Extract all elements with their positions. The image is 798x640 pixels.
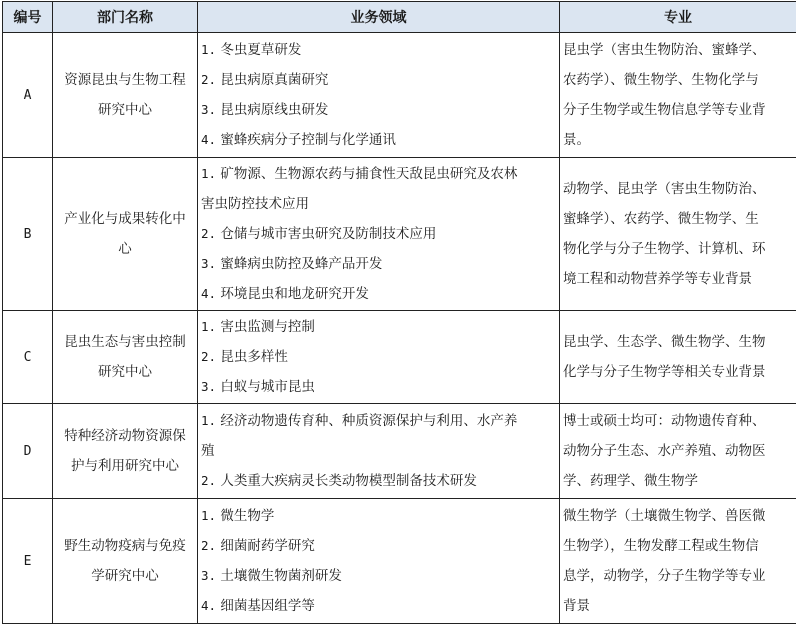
department-name-line: 学研究中心	[91, 568, 159, 584]
business-field-line	[201, 466, 556, 496]
item-text: 冬虫夏草研发	[220, 42, 302, 58]
major-cell	[560, 158, 797, 311]
major-line: 生物学），生物发酵工程或生物信	[563, 538, 759, 554]
business-field-item	[201, 342, 556, 372]
item-number: 3.	[201, 379, 217, 394]
table-row	[3, 33, 797, 158]
major-line: 昆虫学（害虫生物防治、蜜蜂学、	[563, 42, 766, 58]
major-cell	[560, 311, 797, 404]
major-line: 背景	[563, 598, 590, 614]
business-field-line	[201, 219, 556, 249]
item-text: 细菌基因组学等	[220, 598, 315, 614]
item-text: 经济动物遗传育种、种质资源保护与利用、水产养	[220, 413, 518, 429]
major-line: 蜜蜂学）、农药学、微生物学、生	[563, 211, 759, 227]
table-row	[3, 158, 797, 311]
business-field-line	[201, 159, 556, 189]
business-field-item	[201, 159, 556, 219]
header-department: 部门名称	[53, 2, 198, 33]
row-code: A	[3, 33, 53, 158]
business-field-line	[201, 561, 556, 591]
business-field-item	[201, 249, 556, 279]
department-name-line: 护与利用研究中心	[71, 458, 179, 474]
business-field-line	[201, 372, 556, 402]
item-number: 4.	[201, 286, 217, 301]
item-number: 3.	[201, 568, 217, 583]
item-text: 害虫监测与控制	[220, 319, 315, 335]
business-field-cell	[198, 404, 560, 499]
item-number: 4.	[201, 132, 217, 147]
business-field-item	[201, 501, 556, 531]
major-line: 物化学与分子生物学、计算机、环	[563, 241, 766, 257]
major-cell	[560, 404, 797, 499]
business-field-item	[201, 531, 556, 561]
item-number: 1.	[201, 319, 217, 334]
item-number: 2.	[201, 538, 217, 553]
business-field-item	[201, 591, 556, 621]
department-name-line: 野生动物疫病与免疫	[64, 538, 186, 554]
table-row	[3, 499, 797, 624]
major-line: 境工程和动物营养学等专业背景	[563, 271, 752, 287]
item-number: 3.	[201, 256, 217, 271]
item-text: 白蚁与城市昆虫	[220, 379, 315, 395]
major-cell	[560, 33, 797, 158]
item-number: 2.	[201, 349, 217, 364]
business-field-item	[201, 466, 556, 496]
department-name-line: 特种经济动物资源保	[64, 428, 186, 444]
header-business-field: 业务领域	[198, 2, 560, 33]
business-field-line	[201, 436, 556, 466]
business-field-item	[201, 406, 556, 466]
item-number: 2.	[201, 473, 217, 488]
major-cell	[560, 499, 797, 624]
business-field-line	[201, 501, 556, 531]
item-text: 害虫防控技术应用	[201, 196, 309, 212]
row-code: B	[3, 158, 53, 311]
business-field-item	[201, 219, 556, 249]
business-field-cell	[198, 158, 560, 311]
major-line: 动物分子生态、水产养殖、动物医	[563, 443, 766, 459]
business-field-line	[201, 35, 556, 65]
department-name-line: 研究中心	[98, 364, 152, 380]
business-field-line	[201, 279, 556, 309]
item-text: 细菌耐药学研究	[220, 538, 315, 554]
item-text: 蜜蜂疾病分子控制与化学通讯	[220, 132, 396, 148]
major-line: 农药学）、微生物学、生物化学与	[563, 72, 759, 88]
department-name-line: 心	[118, 241, 132, 257]
item-text: 人类重大疾病灵长类动物模型制备技术研发	[220, 473, 477, 489]
row-code: C	[3, 311, 53, 404]
header-major: 专业	[560, 2, 797, 33]
department-name-cell	[53, 499, 198, 624]
table-header-row	[3, 2, 797, 33]
major-line: 化学与分子生物学等相关专业背景	[563, 364, 766, 380]
major-line: 昆虫学、生态学、微生物学、生物	[563, 334, 766, 350]
item-number: 1.	[201, 508, 217, 523]
department-name-line: 昆虫生态与害虫控制	[64, 334, 186, 350]
major-line: 微生物学（土壤微生物学、兽医微	[563, 508, 766, 524]
business-field-line	[201, 342, 556, 372]
item-text: 昆虫病原真菌研究	[220, 72, 329, 88]
business-field-line	[201, 95, 556, 125]
item-number: 1.	[201, 166, 217, 181]
department-name-cell	[53, 33, 198, 158]
item-number: 4.	[201, 598, 217, 613]
business-field-line	[201, 249, 556, 279]
business-field-item	[201, 65, 556, 95]
business-field-item	[201, 561, 556, 591]
header-code: 编号	[3, 2, 53, 33]
item-text: 蜜蜂病虫防控及蜂产品开发	[220, 256, 383, 272]
item-text: 昆虫病原线虫研发	[220, 102, 329, 118]
business-field-item	[201, 372, 556, 402]
item-text: 土壤微生物菌剂研发	[220, 568, 342, 584]
department-name-line: 产业化与成果转化中	[64, 211, 186, 227]
business-field-item	[201, 312, 556, 342]
business-field-cell	[198, 499, 560, 624]
department-name-line: 资源昆虫与生物工程	[64, 72, 186, 88]
item-number: 2.	[201, 226, 217, 241]
item-text: 矿物源、生物源农药与捕食性天敌昆虫研究及农林	[220, 166, 518, 182]
item-text: 昆虫多样性	[220, 349, 288, 365]
department-table	[2, 1, 796, 624]
business-field-item	[201, 35, 556, 65]
business-field-line	[201, 312, 556, 342]
department-name-line: 研究中心	[98, 102, 152, 118]
item-text: 殖	[201, 443, 215, 459]
business-field-item	[201, 125, 556, 155]
major-line: 分子生物学或生物信息学等专业背	[563, 102, 766, 118]
department-name-cell	[53, 404, 198, 499]
business-field-line	[201, 189, 556, 219]
table-row	[3, 311, 797, 404]
table-row	[3, 404, 797, 499]
item-text: 微生物学	[220, 508, 275, 524]
major-line: 息学，动物学，分子生物学等专业	[563, 568, 766, 584]
item-number: 1.	[201, 42, 217, 57]
business-field-line	[201, 125, 556, 155]
item-number: 3.	[201, 102, 217, 117]
business-field-item	[201, 95, 556, 125]
item-text: 仓储与城市害虫研究及防制技术应用	[220, 226, 437, 242]
major-line: 博士或硕士均可：动物遗传育种、	[563, 413, 766, 429]
business-field-line	[201, 531, 556, 561]
business-field-item	[201, 279, 556, 309]
major-line: 学、药理学、微生物学	[563, 473, 698, 489]
item-text: 环境昆虫和地龙研究开发	[220, 286, 369, 302]
row-code: D	[3, 404, 53, 499]
department-name-cell	[53, 158, 198, 311]
item-number: 1.	[201, 413, 217, 428]
row-code: E	[3, 499, 53, 624]
business-field-line	[201, 65, 556, 95]
major-line: 景。	[563, 132, 590, 148]
major-line: 动物学、昆虫学（害虫生物防治、	[563, 181, 766, 197]
business-field-line	[201, 406, 556, 436]
business-field-cell	[198, 311, 560, 404]
item-number: 2.	[201, 72, 217, 87]
business-field-line	[201, 591, 556, 621]
department-name-cell	[53, 311, 198, 404]
business-field-cell	[198, 33, 560, 158]
